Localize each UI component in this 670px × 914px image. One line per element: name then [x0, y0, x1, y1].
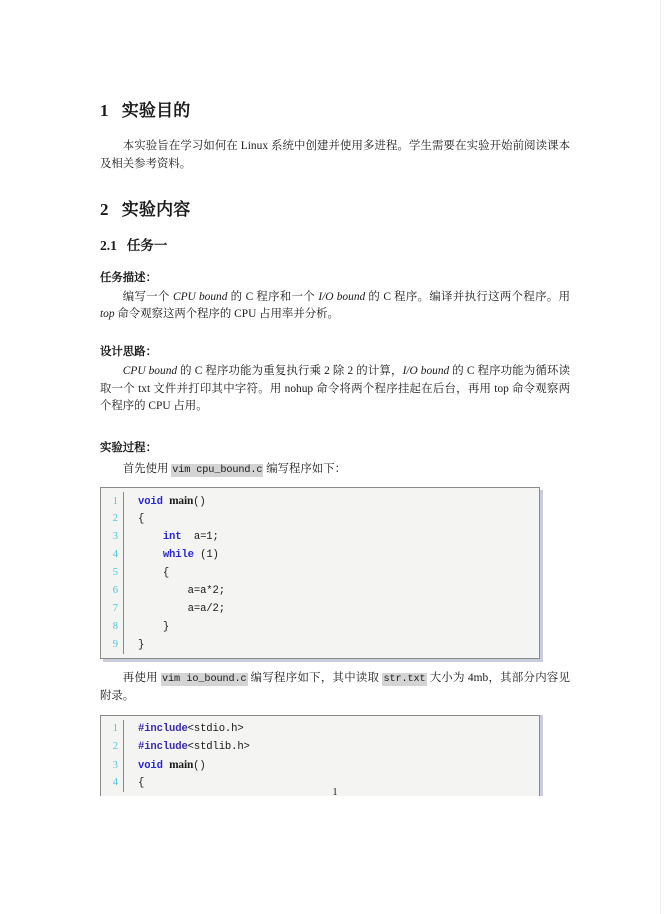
code-listing-2-frame: [100, 715, 540, 796]
code-line-number: 2: [112, 513, 118, 525]
page-content: [100, 0, 570, 796]
code-line-text: }: [138, 639, 145, 652]
listing-1-intro-post: 编写程序如下：: [263, 462, 347, 475]
task-desc-em-2: I/O bound: [318, 291, 366, 304]
code-keyword: void: [138, 760, 163, 773]
design-idea-em-2: I/O bound: [402, 365, 450, 378]
design-idea-label: 设计思路：: [100, 345, 157, 358]
code-line-number: 9: [112, 639, 118, 651]
task-description-paragraph: [100, 289, 570, 324]
code-line: [101, 720, 539, 738]
code-line-number: 8: [112, 621, 118, 633]
task-desc-em-1: CPU bound: [172, 291, 228, 304]
code-line-number: 2: [112, 741, 118, 753]
design-idea-paragraph: [100, 363, 570, 415]
code-keyword: int: [162, 531, 182, 544]
code-line-number: 1: [112, 496, 118, 508]
code-function-name: main: [169, 495, 194, 508]
design-idea-em-1: CPU bound: [122, 365, 178, 378]
code-line-text: {: [138, 513, 145, 526]
code-line-text: while (1): [162, 549, 219, 562]
code-function-name: main: [169, 759, 194, 772]
section-1-number: 1: [100, 101, 109, 120]
task-desc-part-4: 命令观察这两个程序的 CPU 占用率并分析。: [114, 308, 339, 321]
code-line-text: void main(): [138, 495, 206, 509]
code-preprocessor: #include: [138, 741, 188, 754]
listing-2-intro-mid: 编写程序如下，其中读取: [247, 672, 383, 685]
inline-code-vim-io-bound: vim io_bound.c: [162, 674, 247, 686]
task-description-label: 任务描述：: [100, 271, 157, 284]
code-line: [101, 546, 539, 564]
listing-2-intro-pre: 再使用: [122, 672, 162, 685]
code-line-number: 6: [112, 585, 118, 597]
page-number: 1: [332, 787, 338, 798]
listing-1-intro: [100, 461, 570, 479]
code-line-text: #include<stdlib.h>: [138, 741, 250, 754]
code-line: [101, 564, 539, 582]
code-line-number: 3: [112, 760, 118, 772]
code-line: [101, 738, 539, 756]
code-line-text: a=a/2;: [187, 603, 225, 616]
heading-section-1: [100, 101, 570, 121]
code-line: [101, 600, 539, 618]
code-line-text: {: [138, 777, 145, 790]
listing-1-intro-pre: 首先使用: [122, 462, 172, 475]
code-line-text: #include<stdio.h>: [138, 723, 244, 736]
section-2-1-title: 任务一: [126, 238, 168, 254]
page-edge-rule: [660, 0, 661, 914]
code-line-text: a=a*2;: [187, 585, 225, 598]
listing-2-intro-post: 大小为 4mb，其部分内容见附录。: [100, 672, 570, 702]
section-1-paragraph: 本实验旨在学习如何在 Linux 系统中创建并使用多进程。学生需要在实验开始前阅读课本及相关参考资料。: [100, 140, 570, 170]
code-line: [101, 618, 539, 636]
code-listing-1-frame: [100, 487, 540, 659]
code-line: [101, 756, 539, 774]
task-desc-em-3: top: [100, 308, 115, 321]
section-2-title: 实验内容: [121, 200, 191, 220]
design-idea-part-1: 的 C 程序功能为重复执行乘 2 除 2 的计算，: [177, 365, 403, 378]
section-2-number: 2: [100, 200, 109, 220]
code-line: [101, 636, 539, 654]
code-keyword: while: [162, 549, 194, 562]
code-line-text: int a=1;: [162, 531, 219, 544]
design-idea-part-2: 的 C 程序功能为循环读取一个 txt 文件并打印其中字符。用 nohup 命令将两个程序挂起在后台，再用 top 命令观察两个程序的 CPU 占用。: [100, 365, 570, 412]
heading-section-2-1: [100, 238, 570, 254]
code-listing-cpu-bound: [100, 487, 540, 659]
section-2-1-number: 2.1: [100, 238, 117, 254]
task-desc-part-2: 的 C 程序和一个: [227, 291, 319, 304]
code-line-number: 4: [112, 549, 118, 561]
code-line: [101, 528, 539, 546]
code-line-text: void main(): [138, 759, 206, 773]
code-preprocessor: #include: [138, 723, 188, 736]
task-desc-part-3: 的 C 程序。编译并执行这两个程序。用: [365, 291, 570, 304]
experiment-process-label: 实验过程：: [100, 442, 157, 455]
code-line-number: 7: [112, 603, 118, 615]
code-line-text: {: [162, 567, 170, 580]
code-line-text: }: [162, 621, 170, 634]
code-line: [101, 510, 539, 528]
inline-code-vim-cpu-bound: vim cpu_bound.c: [172, 464, 263, 476]
listing-2-intro: [100, 670, 570, 705]
inline-code-str-txt: str.txt: [383, 674, 426, 686]
heading-section-2: [100, 200, 570, 220]
code-line: [101, 582, 539, 600]
code-listing-io-bound: [100, 715, 540, 796]
code-keyword: void: [138, 496, 163, 509]
code-line-number: 1: [112, 723, 118, 735]
code-line-number: 4: [112, 777, 118, 789]
code-line-number: 5: [112, 567, 118, 579]
code-line-number: 3: [112, 531, 118, 543]
task-desc-part-1: 编写一个: [122, 291, 173, 304]
code-line: [101, 492, 539, 510]
section-1-title: 实验目的: [121, 101, 191, 120]
